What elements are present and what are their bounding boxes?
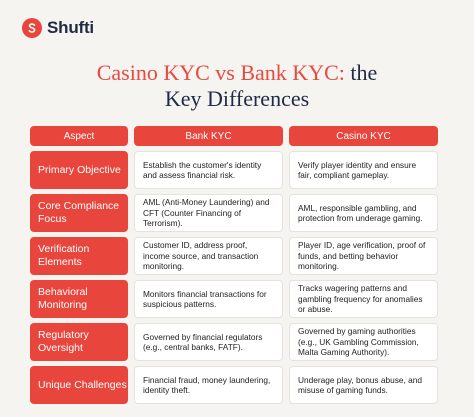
casino-cell: Player ID, age verification, proof of funds, and betting behavior monitoring. (289, 237, 438, 275)
bank-cell: Customer ID, address proof, income source, and transaction monitoring. (134, 237, 283, 275)
aspect-cell: Regulatory Oversight (30, 323, 128, 361)
aspect-cell: Core Compliance Focus (30, 194, 128, 232)
table-row (30, 280, 443, 318)
casino-cell: Verify player identity and ensure fair, compliant gameplay. (289, 151, 438, 189)
bank-cell: Establish the customer's identity and assess financial risk. (134, 151, 283, 189)
header-bank-kyc: Bank KYC (134, 126, 283, 146)
table-row (30, 323, 443, 361)
brand-name: Shufti (47, 18, 94, 37)
header-casino-kyc: Casino KYC (289, 126, 438, 146)
page-title (0, 60, 474, 112)
casino-cell: Tracks wagering patterns and gambling frequency for anomalies or abuse. (289, 280, 438, 318)
aspect-cell: Primary Objective (30, 151, 128, 189)
bank-cell: Financial fraud, money laundering, identity theft. (134, 366, 283, 404)
casino-cell: Governed by gaming authorities (e.g., UK Gambling Commission, Malta Gaming Authority). (289, 323, 438, 361)
bank-cell: AML (Anti-Money Laundering) and CFT (Counter Financing of Terrorism). (134, 194, 283, 232)
table-row (30, 151, 443, 189)
aspect-cell: Verification Elements (30, 237, 128, 275)
casino-cell: Underage play, bonus abuse, and misuse of gaming funds. (289, 366, 438, 404)
casino-cell: AML, responsible gambling, and protection from underage gaming. (289, 194, 438, 232)
table-row (30, 194, 443, 232)
aspect-cell: Behavioral Monitoring (30, 280, 128, 318)
shufti-logo-icon (22, 18, 42, 38)
table-row (30, 366, 443, 404)
brand-logo (22, 18, 94, 38)
title-line2: Key Differences (164, 86, 310, 111)
header-aspect: Aspect (30, 126, 128, 146)
title-line1-rest: the (344, 60, 378, 85)
table-row (30, 237, 443, 275)
table-header-row (30, 126, 443, 146)
bank-cell: Monitors financial transactions for suspicious patterns. (134, 280, 283, 318)
comparison-table (30, 126, 443, 409)
bank-cell: Governed by financial regulators (e.g., central banks, FATF). (134, 323, 283, 361)
title-accent: Casino KYC vs Bank KYC: (96, 60, 345, 85)
aspect-cell: Unique Challenges (30, 366, 128, 404)
